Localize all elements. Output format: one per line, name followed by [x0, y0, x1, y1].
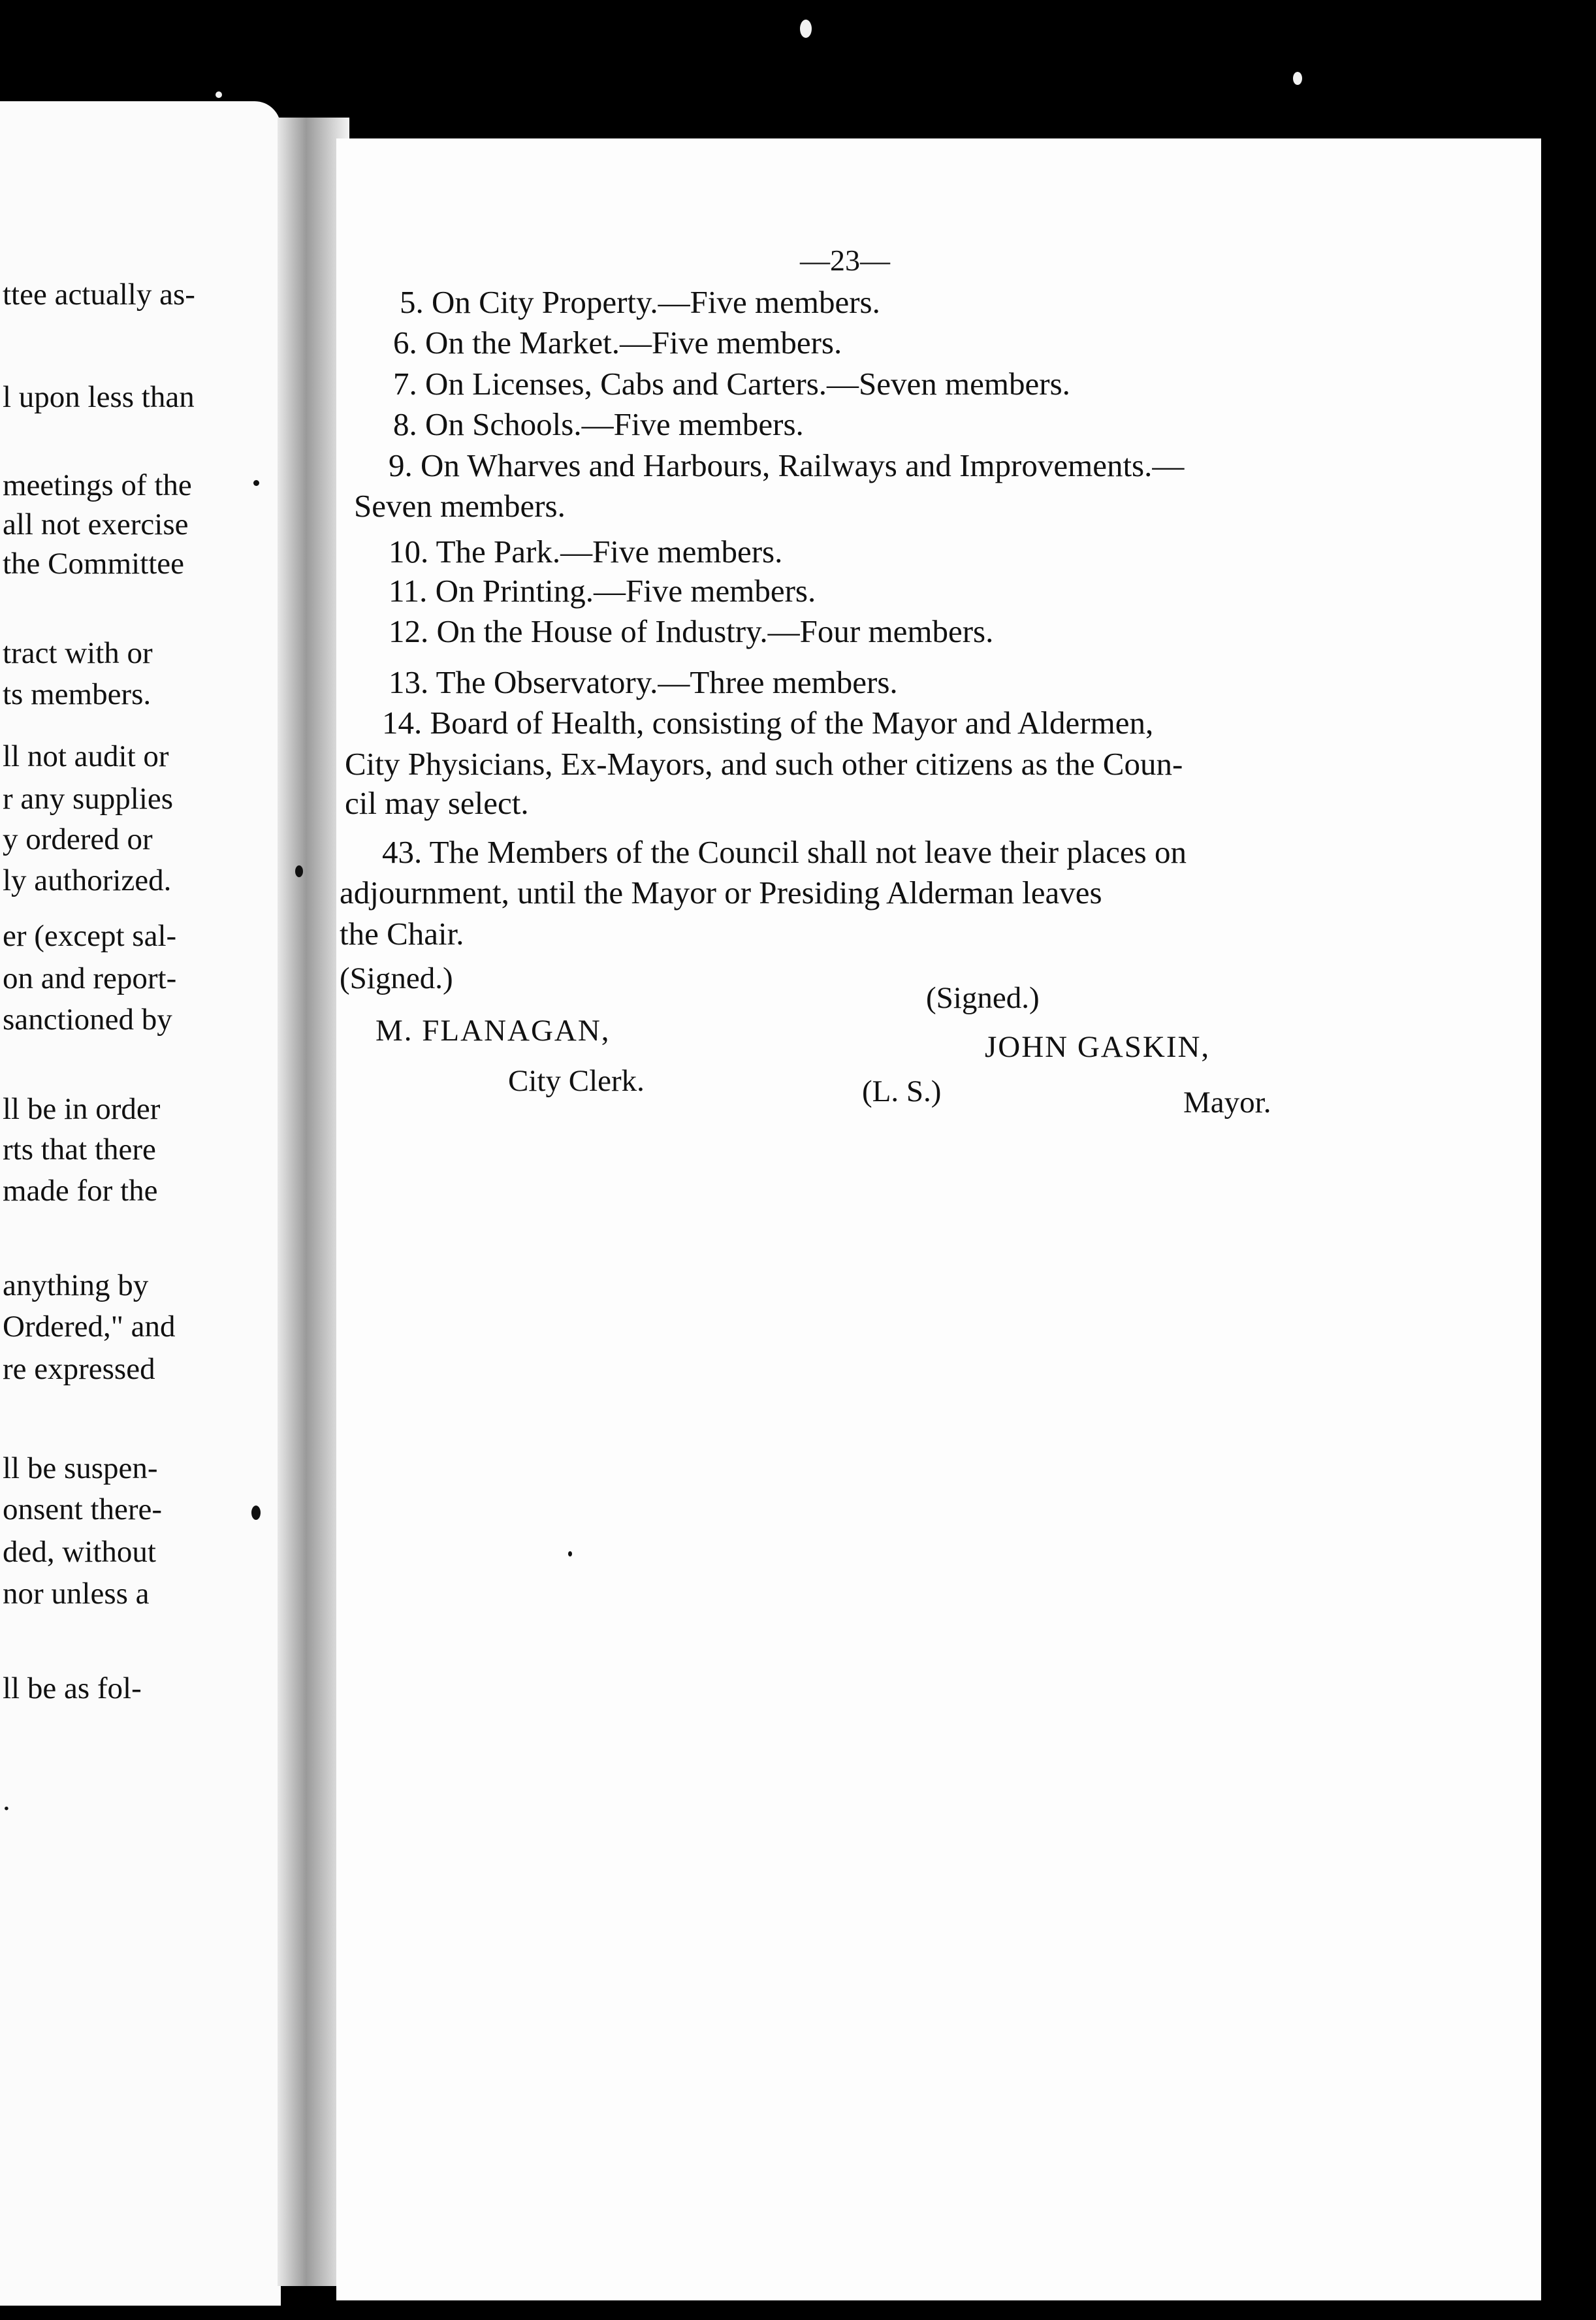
left-page: [0, 101, 281, 2306]
left-text-line: made for the: [3, 1174, 158, 1208]
mayor-name: JOHN GASKIN,: [985, 1030, 1211, 1064]
text-line: 43. The Members of the Council shall not leave their places on: [382, 834, 1187, 870]
left-text-line: meetings of the: [3, 468, 192, 502]
left-text-line: l upon less than: [3, 380, 195, 414]
left-text-line: r any supplies: [3, 782, 174, 816]
left-text-line: ll be as fol-: [3, 1671, 142, 1705]
scan-speck: [295, 865, 303, 877]
left-text-line: er (except sal-: [3, 919, 177, 953]
scan-speck: [215, 91, 222, 98]
scan-speck: [800, 20, 812, 38]
text-line: 10. The Park.—Five members.: [389, 534, 783, 570]
text-line: 6. On the Market.—Five members.: [393, 325, 842, 361]
left-text-line: all not exercise: [3, 508, 189, 541]
left-text-line: on and report-: [3, 961, 177, 995]
text-line: City Physicians, Ex-Mayors, and such other citizens as the Coun-: [345, 746, 1183, 782]
clerk-name: M. FLANAGAN,: [375, 1014, 611, 1048]
left-text-line: the Committee: [3, 547, 185, 581]
left-text-line: nor unless a: [3, 1577, 150, 1611]
text-line: 9. On Wharves and Harbours, Railways and Improvements.—: [389, 447, 1185, 483]
left-text-line: ttee actually as-: [3, 278, 195, 312]
left-text-line: y ordered or: [3, 822, 153, 856]
scan-speck: [251, 1506, 261, 1520]
text-line: Seven members.: [354, 488, 566, 524]
text-line: 7. On Licenses, Cabs and Carters.—Seven members.: [393, 366, 1070, 402]
left-text-line: ll not audit or: [3, 739, 169, 773]
left-text-line: ll be suspen-: [3, 1451, 158, 1485]
left-text-line: sanctioned by: [3, 1003, 172, 1037]
text-line: 11. On Printing.—Five members.: [389, 573, 816, 609]
left-text-line: ded, without: [3, 1535, 156, 1569]
left-text-line: anything by: [3, 1268, 149, 1302]
text-line: the Chair.: [340, 916, 464, 952]
left-text-line: ts members.: [3, 677, 152, 711]
text-line: adjournment, until the Mayor or Presiding Alderman leaves: [340, 875, 1102, 910]
mayor-title: Mayor.: [1183, 1086, 1271, 1120]
scan-speck: [253, 480, 259, 486]
left-text-line: tract with or: [3, 636, 153, 670]
left-text-line: re expressed: [3, 1352, 155, 1386]
signed-label-left: (Signed.): [340, 961, 453, 995]
text-line: 12. On the House of Industry.—Four members.: [389, 613, 994, 649]
text-line: 5. On City Property.—Five members.: [400, 284, 880, 320]
left-text-line: ly authorized.: [3, 863, 172, 897]
text-line: 14. Board of Health, consisting of the Mayor and Aldermen,: [382, 705, 1154, 741]
signed-label-right: (Signed.): [926, 981, 1040, 1015]
left-text-line: Ordered," and: [3, 1310, 176, 1344]
left-text-line: .: [3, 1783, 10, 1817]
text-line: 13. The Observatory.—Three members.: [389, 664, 898, 700]
text-line: cil may select.: [345, 785, 529, 821]
clerk-title: City Clerk.: [508, 1064, 645, 1098]
scan-speck: [1293, 72, 1302, 85]
page-number: —23—: [800, 244, 890, 277]
scan-speck: [568, 1551, 572, 1556]
text-line: 8. On Schools.—Five members.: [393, 406, 804, 442]
left-text-line: rts that there: [3, 1133, 156, 1167]
left-text-line: onsent there-: [3, 1492, 163, 1526]
left-text-line: ll be in order: [3, 1092, 161, 1126]
seal-label: (L. S.): [862, 1074, 942, 1108]
